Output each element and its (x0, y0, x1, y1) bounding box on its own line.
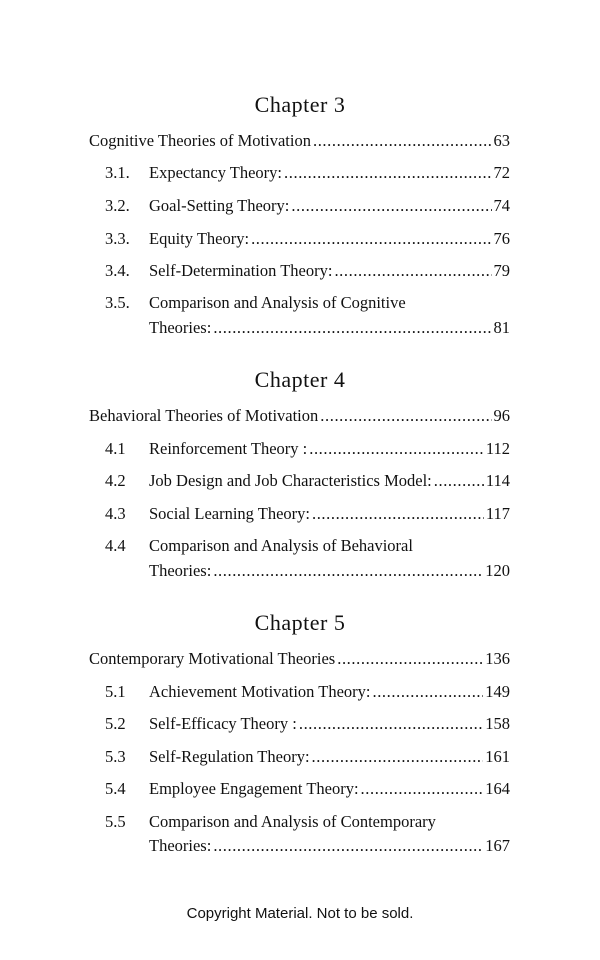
page-number: 164 (485, 779, 510, 798)
toc-entry-text: Self-Determination Theory: (149, 261, 333, 280)
section-number: 3.2. (105, 196, 130, 215)
toc-entry-4-4[interactable] (105, 536, 413, 556)
toc-entry-text-continued: Theories: (149, 318, 212, 337)
section-number: 5.5 (105, 812, 126, 831)
toc-entry-5-1[interactable] (105, 682, 510, 702)
dot-leader (361, 779, 484, 799)
toc-entry-text: Achievement Motivation Theory: (149, 682, 371, 701)
toc-entry-text: Self-Regulation Theory: (149, 747, 310, 766)
toc-entry-text: Comparison and Analysis of Cognitive (149, 293, 406, 312)
page-number: 158 (485, 714, 510, 733)
toc-entry-text-continued: Theories: (149, 836, 212, 855)
toc-entry-3-1[interactable] (105, 163, 510, 183)
page-number: 74 (493, 196, 510, 215)
dot-leader (334, 261, 491, 281)
toc-entry-3-3[interactable] (105, 229, 510, 249)
toc-entry-chapter-3[interactable] (89, 131, 510, 151)
toc-entry-text: Comparison and Analysis of Contemporary (149, 812, 436, 831)
page-number: 96 (493, 406, 510, 425)
page-number: 136 (485, 649, 510, 668)
page-number: 76 (493, 229, 510, 248)
dot-leader (309, 439, 484, 459)
dot-leader (320, 406, 491, 426)
toc-entry-text: Reinforcement Theory : (149, 439, 308, 458)
toc-entry-text: Comparison and Analysis of Behavioral (149, 536, 413, 555)
chapter-5-title: Chapter 5 (254, 610, 346, 635)
copyright-footer: Copyright Material. Not to be sold. (186, 905, 414, 922)
dot-leader (312, 504, 484, 524)
dot-leader (213, 836, 483, 856)
toc-entry-3-5-continuation[interactable] (149, 318, 510, 338)
dot-leader (251, 229, 491, 249)
dot-leader (213, 561, 483, 581)
dot-leader (299, 714, 483, 734)
dot-leader (434, 471, 484, 491)
dot-leader (312, 747, 484, 767)
toc-entry-text: Self-Efficacy Theory : (149, 714, 297, 733)
page-number: 149 (485, 682, 510, 701)
section-number: 3.5. (105, 293, 130, 312)
toc-entry-5-2[interactable] (105, 714, 510, 734)
toc-entry-chapter-4[interactable] (89, 406, 510, 426)
section-number: 4.2 (105, 471, 126, 490)
dot-leader (372, 682, 483, 702)
dot-leader (291, 196, 491, 216)
page-number: 120 (485, 561, 510, 580)
toc-entry-5-4[interactable] (105, 779, 510, 799)
toc-entry-4-2[interactable] (105, 471, 510, 491)
section-number: 5.2 (105, 714, 126, 733)
page-number: 63 (493, 131, 510, 150)
section-number: 5.1 (105, 682, 126, 701)
toc-entry-5-3[interactable] (105, 747, 510, 767)
section-number: 4.3 (105, 504, 126, 523)
toc-entry-text: Behavioral Theories of Motivation (89, 406, 319, 425)
section-number: 5.3 (105, 747, 126, 766)
section-number: 3.1. (105, 163, 130, 182)
section-number: 5.4 (105, 779, 126, 798)
section-number: 4.4 (105, 536, 126, 555)
dot-leader (284, 163, 491, 183)
toc-entry-text: Social Learning Theory: (149, 504, 310, 523)
section-number: 4.1 (105, 439, 126, 458)
toc-entry-text: Job Design and Job Characteristics Model: (149, 471, 432, 490)
page-number: 72 (493, 163, 510, 182)
toc-entry-text: Cognitive Theories of Motivation (89, 131, 311, 150)
toc-entry-3-5[interactable] (105, 293, 406, 313)
toc-entry-5-5-continuation[interactable] (149, 836, 510, 856)
toc-entry-4-4-continuation[interactable] (149, 561, 510, 581)
page-number: 161 (485, 747, 510, 766)
page-number: 112 (485, 439, 510, 458)
toc-entry-4-3[interactable] (105, 504, 510, 524)
toc-entry-text: Contemporary Motivational Theories (89, 649, 336, 668)
page-number: 114 (485, 471, 510, 490)
section-number: 3.3. (105, 229, 130, 248)
toc-entry-chapter-5[interactable] (89, 649, 510, 669)
toc-entry-5-5[interactable] (105, 812, 436, 832)
dot-leader (313, 131, 492, 151)
page-number: 81 (493, 318, 510, 337)
page-number: 117 (485, 504, 510, 523)
section-number: 3.4. (105, 261, 130, 280)
dot-leader (213, 318, 491, 338)
toc-entry-text: Employee Engagement Theory: (149, 779, 359, 798)
toc-entry-text-continued: Theories: (149, 561, 212, 580)
toc-entry-3-2[interactable] (105, 196, 510, 216)
chapter-3-title: Chapter 3 (254, 92, 346, 117)
page-number: 79 (493, 261, 510, 280)
page-number: 167 (485, 836, 510, 855)
toc-entry-3-4[interactable] (105, 261, 510, 281)
chapter-4-title: Chapter 4 (254, 367, 346, 392)
toc-entry-4-1[interactable] (105, 439, 510, 459)
toc-entry-text: Equity Theory: (149, 229, 250, 248)
dot-leader (337, 649, 483, 669)
toc-entry-text: Goal-Setting Theory: (149, 196, 290, 215)
toc-entry-text: Expectancy Theory: (149, 163, 283, 182)
